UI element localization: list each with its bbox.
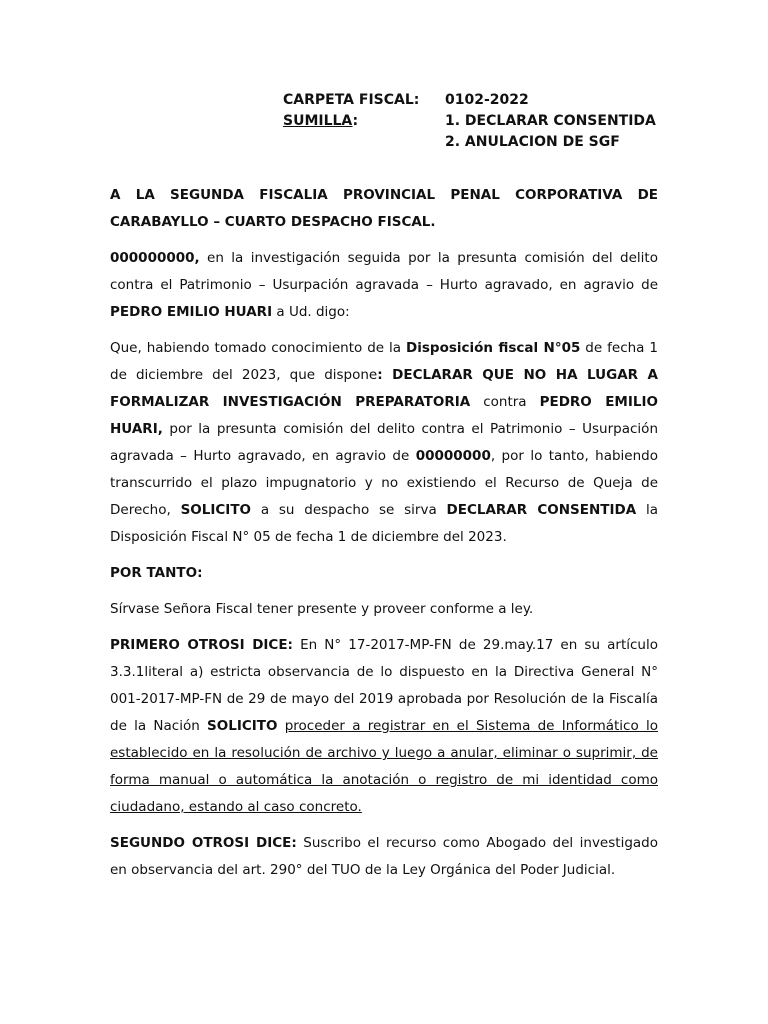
primero-t1: En N° 17-2017-MP-FN de 29.may.17 en su artículo 3.3.1literal a) estricta observancia de lo dispuesto en la Directiva General N° 001-2017-MP-FN de 29 de mayo del 2019 aprobada por Resolución de la Fiscalía de la Nación <box>110 637 658 734</box>
sumilla-label: SUMILLA <box>283 113 353 129</box>
segundo-otrosi-paragraph <box>110 830 658 884</box>
case-header <box>283 90 656 153</box>
main-b4: 00000000 <box>415 448 491 464</box>
main-b1: Disposición fiscal N°05 <box>406 340 581 356</box>
main-paragraph <box>110 335 658 551</box>
primero-label: PRIMERO OTROSI DICE: <box>110 637 293 653</box>
main-b5: SOLICITO <box>180 502 252 518</box>
document-body <box>110 182 658 893</box>
sumilla-row-2 <box>283 132 656 153</box>
main-t7: la Disposición Fiscal N° 05 de fecha 1 de diciembre del 2023. <box>110 502 658 545</box>
intro-text-1: en la investigación seguida por la presunta comisión del delito contra el Patrimonio – Usurpación agravada – Hurto agravado, en agravio de <box>110 250 658 293</box>
carpeta-row <box>283 90 656 111</box>
main-t5: , por lo tanto, habiendo transcurrido el plazo impugnatorio y no existiendo el Recurso de Queja de Derecho, <box>110 448 658 518</box>
primero-otrosi-paragraph <box>110 632 658 821</box>
main-b3: PEDRO EMILIO HUARI, <box>110 394 658 437</box>
main-b6: DECLARAR CONSENTIDA <box>446 502 637 518</box>
primero-b1: SOLICITO <box>207 718 278 734</box>
sumilla-colon: : <box>352 113 359 129</box>
sirvase-paragraph: Sírvase Señora Fiscal tener presente y proveer conforme a ley. <box>110 601 534 617</box>
sumilla-label-wrap <box>283 111 445 132</box>
main-t2: de fecha 1 de diciembre del 2023, que dispone <box>110 340 658 383</box>
intro-victim: PEDRO EMILIO HUARI <box>110 304 273 320</box>
intro-id: 000000000, <box>110 250 200 266</box>
sumilla-item-1: 1. DECLARAR CONSENTIDA <box>445 113 656 129</box>
sumilla-row <box>283 111 656 132</box>
intro-text-2: a Ud. digo: <box>272 304 350 320</box>
main-t1: Que, habiendo tomado conocimiento de la <box>110 340 407 356</box>
main-t4: por la presunta comisión del delito contra el Patrimonio – Usurpación agravada – Hurto agravado, en agravio de <box>110 421 658 464</box>
main-t3: contra <box>470 394 540 410</box>
carpeta-label: CARPETA FISCAL: <box>283 92 420 108</box>
carpeta-value: 0102-2022 <box>445 92 529 108</box>
primero-underlined: proceder a registrar en el Sistema de Informático lo establecido en la resolución de archivo y luego a anular, eliminar o suprimir, de forma manual o automática la anotación o registro de mi identidad como ciudadano, estando al caso concreto. <box>110 718 658 815</box>
segundo-label: SEGUNDO OTROSI DICE: <box>110 835 297 851</box>
por-tanto-label: POR TANTO: <box>110 565 203 581</box>
segundo-text: Suscribo el recurso como Abogado del investigado en observancia del art. 290° del TUO de la Ley Orgánica del Poder Judicial. <box>110 835 658 878</box>
addressee-text: A LA SEGUNDA FISCALIA PROVINCIAL PENAL CORPORATIVA DE CARABAYLLO – CUARTO DESPACHO FISCAL. <box>110 187 658 230</box>
por-tanto <box>110 560 658 587</box>
primero-t2 <box>277 718 284 734</box>
addressee <box>110 182 658 236</box>
intro-paragraph <box>110 245 658 326</box>
main-t6: a su despacho se sirva <box>251 502 447 518</box>
sumilla-item-2: 2. ANULACION DE SGF <box>445 134 620 150</box>
main-b2: : DECLARAR QUE NO HA LUGAR A FORMALIZAR INVESTIGACIÓN PREPARATORIA <box>110 367 659 410</box>
